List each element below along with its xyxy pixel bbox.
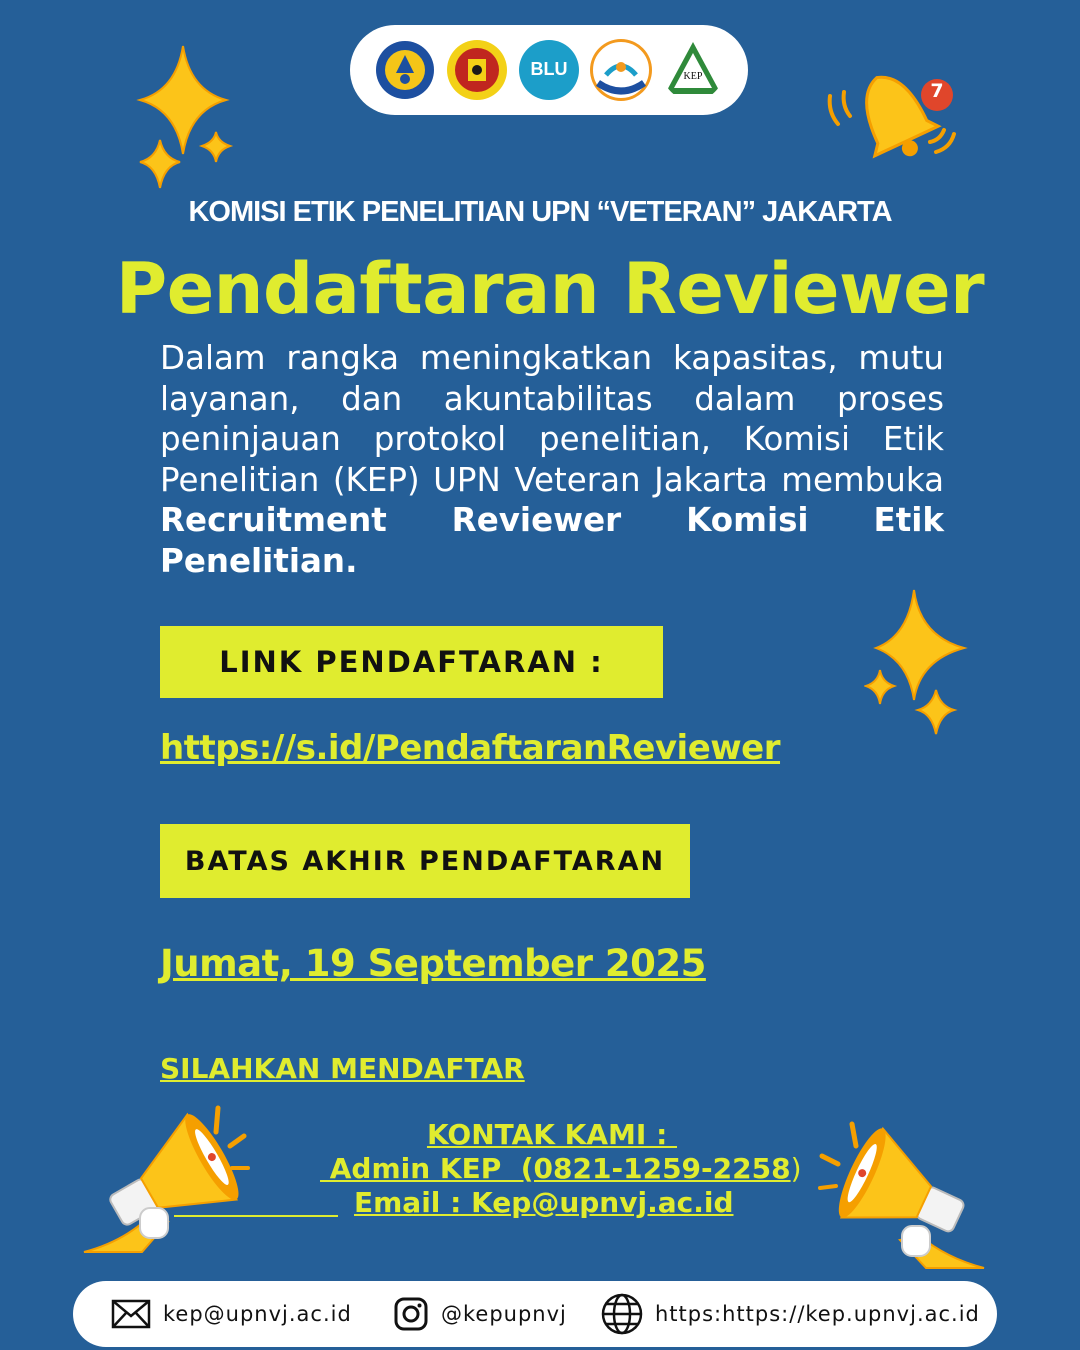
footer-website-text: https:https://kep.upnvj.ac.id bbox=[655, 1302, 980, 1326]
intro-bold-text: Recruitment Reviewer Komisi Etik Penelitian. bbox=[160, 501, 944, 580]
footer-email[interactable] bbox=[111, 1281, 352, 1347]
partner-logos bbox=[350, 25, 748, 115]
footer-instagram-text: @kepupnvj bbox=[441, 1302, 567, 1326]
footer-bar bbox=[73, 1281, 997, 1347]
contact-email[interactable]: Email : Kep@upnvj.ac.id bbox=[354, 1186, 734, 1219]
blu-logo-text: BLU bbox=[530, 59, 568, 79]
bell-icon bbox=[826, 52, 960, 174]
deadline-label-box bbox=[160, 824, 690, 898]
contact-admin-row bbox=[320, 1152, 802, 1185]
globe-icon bbox=[601, 1293, 643, 1335]
sparkle-icon bbox=[864, 588, 968, 738]
contact-divider bbox=[174, 1215, 338, 1217]
footer-website[interactable] bbox=[601, 1281, 980, 1347]
sparkle-icon bbox=[128, 42, 238, 192]
page-title: Pendaftaran Reviewer bbox=[115, 248, 985, 330]
intro-paragraph bbox=[160, 338, 944, 582]
link-label-box bbox=[160, 626, 663, 698]
instagram-icon bbox=[393, 1296, 429, 1332]
registration-link[interactable]: https://s.id/PendaftaranReviewer bbox=[160, 728, 781, 768]
footer-email-text: kep@upnvj.ac.id bbox=[163, 1302, 352, 1326]
kep-upnvj-logo bbox=[662, 39, 724, 101]
footer-instagram[interactable] bbox=[393, 1281, 567, 1347]
contact-admin-close: ) bbox=[790, 1152, 802, 1185]
mail-icon bbox=[111, 1299, 151, 1329]
contact-admin[interactable]: Admin KEP (0821-1259-2258 bbox=[320, 1152, 791, 1185]
link-label: LINK PENDAFTARAN : bbox=[219, 645, 604, 679]
svg-text:KEP: KEP bbox=[683, 71, 703, 82]
bell-badge: 7 bbox=[930, 80, 944, 102]
upnvj-logo bbox=[446, 39, 508, 101]
tut-wuri-handayani-logo bbox=[374, 39, 436, 101]
contact-heading: KONTAK KAMI : bbox=[426, 1118, 678, 1151]
blu-logo bbox=[518, 39, 580, 101]
intro-text: Dalam rangka meningkatkan kapasitas, mutu layanan, dan akuntabilitas dalam proses peninjauan protokol penelitian, Komisi Etik Penelitian (KEP) UPN Veteran Jakarta membuka bbox=[160, 339, 944, 499]
deadline-date: Jumat, 19 September 2025 bbox=[160, 942, 706, 985]
deadline-label: BATAS AKHIR PENDAFTARAN bbox=[184, 845, 666, 877]
cta-text: SILAHKAN MENDAFTAR bbox=[160, 1052, 525, 1085]
organization-name: KOMISI ETIK PENELITIAN UPN “VETERAN” JAKARTA bbox=[188, 196, 892, 228]
diktisaintek-logo bbox=[590, 39, 652, 101]
